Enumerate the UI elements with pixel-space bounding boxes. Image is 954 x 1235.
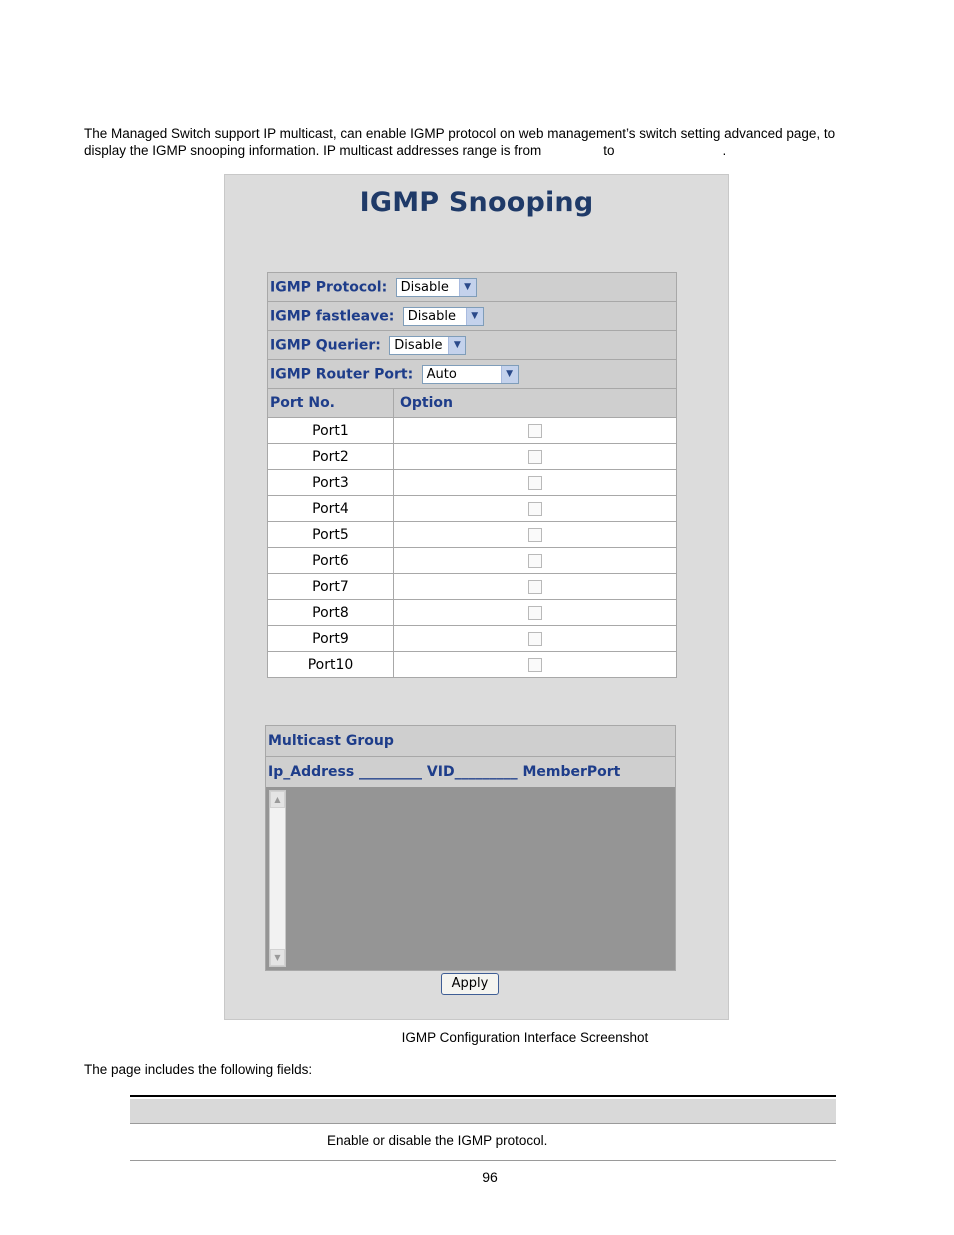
router-port-checkbox[interactable]: [528, 632, 542, 646]
table-row: [268, 600, 677, 626]
port-name: Port5: [268, 522, 394, 548]
scroll-up-icon[interactable]: ▲: [270, 791, 285, 808]
port-name: Port8: [268, 600, 394, 626]
intro-line-2c: .: [722, 143, 727, 158]
col-port-no: Port No.: [268, 389, 394, 418]
multicast-group-panel: [265, 725, 676, 971]
col-option: Option: [394, 389, 677, 418]
chevron-down-icon: ▼: [459, 279, 476, 296]
chevron-down-icon: ▼: [448, 337, 465, 354]
table-bottom-rule: [130, 1160, 836, 1161]
table-row: [268, 496, 677, 522]
router-port-checkbox[interactable]: [528, 658, 542, 672]
multicast-list[interactable]: [266, 787, 675, 970]
multicast-title: Multicast Group: [266, 726, 675, 757]
figure-caption: IGMP Configuration Interface Screenshot: [401, 1030, 649, 1045]
scroll-down-icon[interactable]: ▼: [270, 949, 285, 966]
port-name: Port2: [268, 444, 394, 470]
table-header: [130, 1099, 836, 1124]
querier-label: IGMP Querier:: [270, 337, 381, 353]
multicast-header: Ip_Address _________ VID_________ MemberPort: [266, 757, 675, 787]
router-port-checkbox[interactable]: [528, 476, 542, 490]
router-port-checkbox[interactable]: [528, 450, 542, 464]
igmp-config-table: [267, 272, 677, 678]
router-port-checkbox[interactable]: [528, 502, 542, 516]
router-port-label: IGMP Router Port:: [270, 366, 414, 382]
table-top-rule: [130, 1095, 836, 1097]
table-row: [268, 652, 677, 678]
table-row: [268, 470, 677, 496]
port-name: Port7: [268, 574, 394, 600]
querier-select[interactable]: Disable ▼: [389, 336, 466, 355]
router-port-select[interactable]: Auto ▼: [422, 365, 519, 384]
scrollbar[interactable]: [269, 790, 286, 967]
protocol-label: IGMP Protocol:: [270, 279, 388, 295]
port-name: Port3: [268, 470, 394, 496]
router-port-checkbox[interactable]: [528, 528, 542, 542]
intro-paragraph: [84, 125, 884, 159]
intro-line-2b: to: [603, 143, 615, 158]
port-name: Port9: [268, 626, 394, 652]
router-port-checkbox[interactable]: [528, 606, 542, 620]
table-row: [268, 418, 677, 444]
intro-line-1: The Managed Switch support IP multicast, can enable IGMP protocol on web management’s switch setting advanced page, to: [84, 126, 836, 141]
router-port-checkbox[interactable]: [528, 580, 542, 594]
fastleave-label: IGMP fastleave:: [270, 308, 395, 324]
table-row-description: Enable or disable the IGMP protocol.: [327, 1133, 548, 1148]
table-row: [268, 548, 677, 574]
router-port-checkbox[interactable]: [528, 424, 542, 438]
fastleave-select[interactable]: Disable ▼: [403, 307, 484, 326]
table-row: [268, 626, 677, 652]
port-name: Port4: [268, 496, 394, 522]
chevron-down-icon: ▼: [466, 308, 483, 325]
fields-intro: The page includes the following fields:: [84, 1062, 313, 1077]
port-name: Port6: [268, 548, 394, 574]
page-number: 96: [482, 1169, 498, 1185]
router-port-checkbox[interactable]: [528, 554, 542, 568]
apply-button[interactable]: Apply: [441, 973, 499, 995]
port-name: Port10: [268, 652, 394, 678]
table-row: [268, 574, 677, 600]
chevron-down-icon: ▼: [501, 366, 518, 383]
igmp-title: IGMP Snooping: [359, 187, 594, 218]
table-row: [268, 444, 677, 470]
igmp-screenshot: [224, 174, 729, 1020]
table-row: [268, 522, 677, 548]
port-name: Port1: [268, 418, 394, 444]
protocol-select[interactable]: Disable ▼: [396, 278, 477, 297]
intro-line-2a: display the IGMP snooping information. IP multicast addresses range is from: [84, 143, 542, 158]
